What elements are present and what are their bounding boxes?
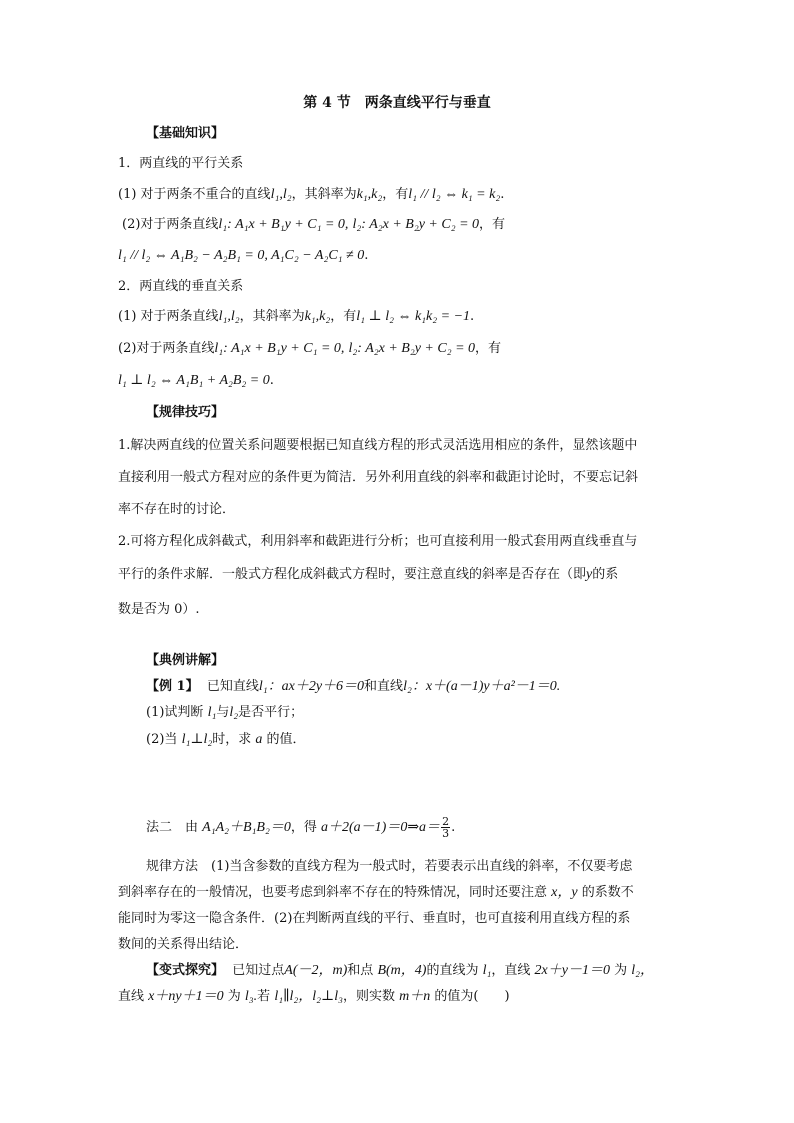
tips-line-2: 直接利用一般式方程对应的条件更为简洁．另外利用直线的斜率和截距讨论时，不要忘记斜 (118, 470, 639, 485)
tips-line-6: 数是否为 0）. (118, 602, 200, 617)
basic-s2-p1: (1) 对于两条直线l₁,l₂，其斜率为k₁,k₂，有l₁ ⊥ l₂ ⇔ k₁k₂ = −1. (118, 309, 475, 324)
basic-s1-p1: (1) 对于两条不重合的直线l₁,l₂，其斜率为k₁,k₂，有l₁ // l₂ ⇔ k₁ = k₂. (118, 187, 505, 202)
rule-method-line-1: 规律方法 (1)当含参数的直线方程为一般式时，若要表示出直线的斜率，不仅要考虑 (146, 859, 633, 874)
tips-line-4: 2.可将方程化成斜截式，利用斜率和截距进行分析；也可直接利用一般式套用两直线垂直与 (118, 534, 638, 549)
basic-s2-p2: (2)对于两条直线l₁: A₁x + B₁y + C₁ = 0, l₂: A₂x + B₂y + C₂ = 0，有 (118, 341, 502, 356)
tips-line-1: 1.解决两直线的位置关系问题要根据已知直线方程的形式灵活选用相应的条件，显然该题中 (118, 438, 638, 453)
section-header-example: 【典例讲解】 (146, 653, 225, 668)
tips-line-3: 率不存在时的讨论． (118, 502, 236, 517)
example-1-question-1: (1)试判断 l₁与l₂是否平行； (146, 705, 304, 720)
basic-s1-p2-formula: l₁ // l₂ ⇔ A₁B₂ − A₂B₁ = 0, A₁C₂ − A₂C₁ ≠ 0. (118, 248, 369, 263)
perpendicular-condition-formula: l₁ ⊥ l₂ ⇔ k₁k₂ = −1 (356, 309, 471, 324)
basic-s2-p2-formula: l₁ ⊥ l₂ ⇔ A₁B₁ + A₂B₂ = 0. (118, 373, 274, 388)
fraction-two-thirds: $\frac{2}{3}$ (442, 815, 450, 840)
basic-s1: 1．两直线的平行关系 (118, 156, 244, 171)
basic-s1-p2: (2)对于两条直线l₁: A₁x + B₁y + C₁ = 0, l₂: A₂x + B₂y + C₂ = 0，有 (122, 217, 506, 232)
example-1-question-2: (2)当 l₁⊥l₂时，求 a 的值． (146, 732, 306, 747)
rule-method-line-3: 能同时为零这一隐含条件．(2)在判断两直线的平行、垂直时，也可直接利用直线方程的系 (118, 911, 631, 926)
section-header-basic: 【基础知识】 (146, 126, 225, 141)
variant-line-1: 【变式探究】 已知过点A(－2，m)和点 B(m，4)的直线为 l₁，直线 2x＋y－1＝0 为 l₂， (146, 963, 655, 978)
section-header-tips: 【规律技巧】 (146, 405, 225, 420)
basic-s2: 2．两直线的垂直关系 (118, 279, 244, 294)
rule-method-line-2: 到斜率存在的一般情况，也要考虑到斜率不存在的特殊情况，同时还要注意 x，y 的系数不 (118, 885, 634, 900)
tips-line-5: 平行的条件求解．一般式方程化成斜截式方程时，要注意直线的斜率是否存在（即y的系 (118, 567, 619, 582)
rule-method-line-4: 数间的关系得出结论． (118, 937, 249, 952)
example-1-statement: 【例 1】 已知直线l₁：ax＋2y＋6＝0和直线l₂：x＋(a－1)y＋a²－1＝0. (146, 679, 561, 694)
method-two: 法二 由 A₁A₂＋B₁B₂＝0，得 a＋2(a－1)＝0⇒a＝ $\frac{2}{3}$ . (146, 815, 456, 840)
parallel-condition-formula: l₁ // l₂ ⇔ k₁ = k₂ (408, 187, 501, 202)
variant-line-2: 直线 x＋ny＋1＝0 为 l₃.若 l₁∥l₂，l₂⊥l₃，则实数 m＋n 的值为( ) (118, 989, 510, 1004)
page-title: 第 4 节 两条直线平行与垂直 (303, 95, 491, 111)
